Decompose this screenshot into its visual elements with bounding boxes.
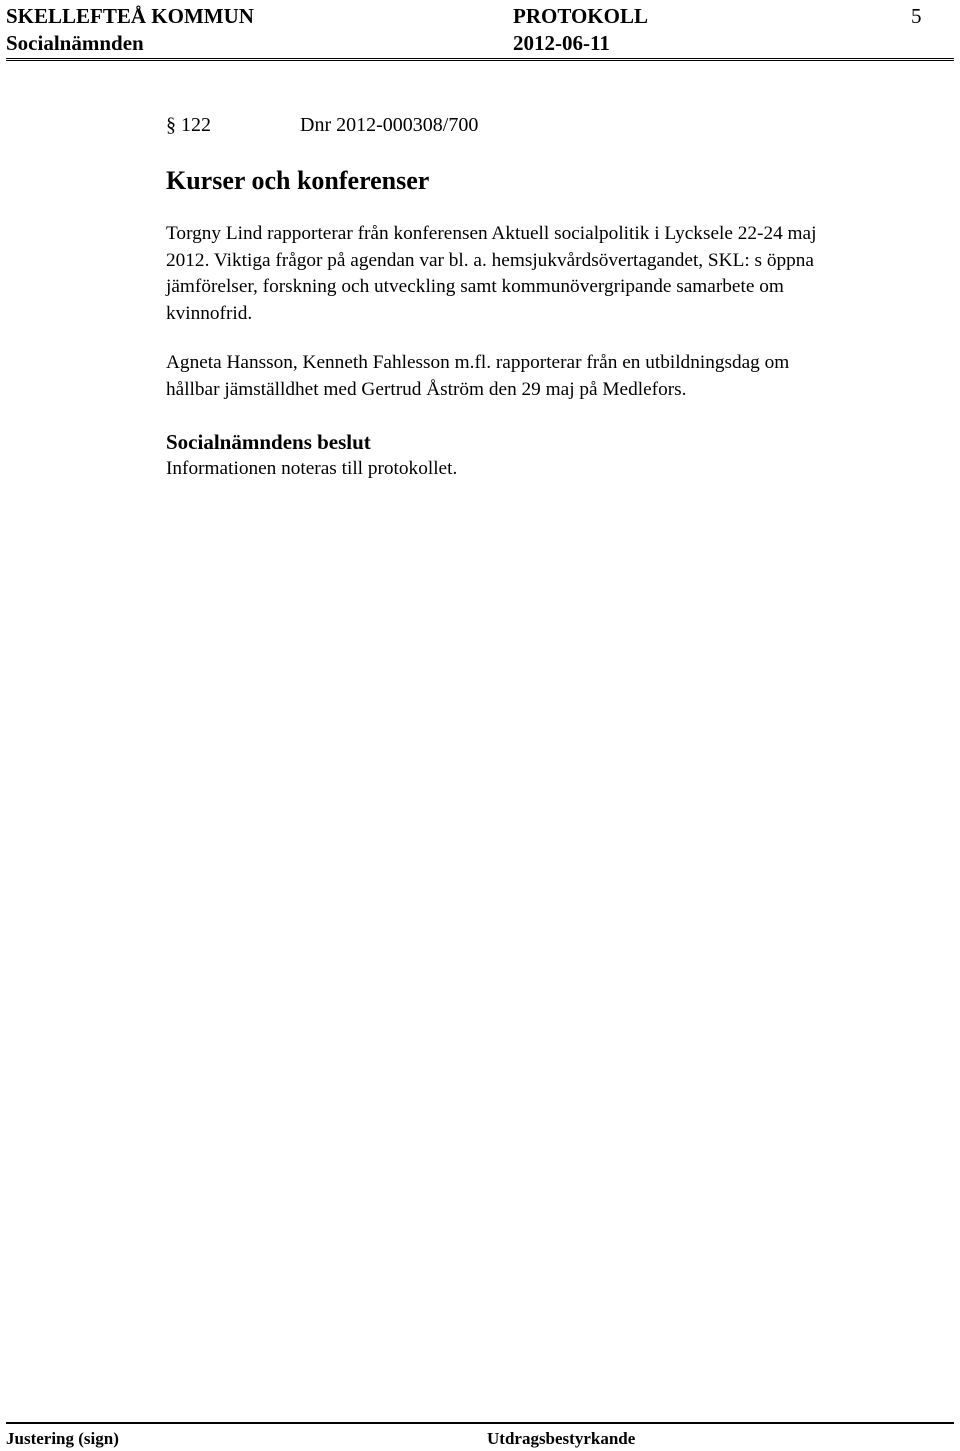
signature-label: Justering (sign) xyxy=(6,1429,119,1448)
header-divider xyxy=(6,58,954,61)
decision-heading: Socialnämndens beslut xyxy=(166,430,371,454)
paragraph-line: kvinnofrid. xyxy=(166,302,253,324)
page-footer xyxy=(0,1418,960,1451)
footer-divider xyxy=(6,1422,954,1424)
body-paragraph-conference-report xyxy=(166,221,926,327)
decision-text: Informationen noteras till protokollet. xyxy=(166,458,458,479)
committee-name: Socialnämnden xyxy=(6,31,144,55)
section-title: Kurser och konferenser xyxy=(166,166,430,195)
organization-name: SKELLEFTEÅ KOMMUN xyxy=(6,4,254,28)
case-number: Dnr 2012-000308/700 xyxy=(300,114,479,136)
section-reference xyxy=(166,111,479,139)
paragraph-line: Agneta Hansson, Kenneth Fahlesson m.fl. rapporterar från en utbildningsdag om xyxy=(166,352,790,373)
excerpt-certification-label: Utdragsbestyrkande xyxy=(487,1429,636,1448)
meeting-date: 2012-06-11 xyxy=(513,31,610,55)
paragraph-line: hållbar jämställdhet med Gertrud Åström den 29 maj på Medlefors. xyxy=(166,378,687,400)
paragraph-number: § 122 xyxy=(166,114,211,136)
paragraph-line: jämförelser, forskning och utveckling samt kommunövergripande samarbete om xyxy=(166,276,784,297)
page-number: 5 xyxy=(911,4,922,28)
document-type: PROTOKOLL xyxy=(513,4,648,28)
paragraph-line: Torgny Lind rapporterar från konferensen Aktuell socialpolitik i Lycksele 22-24 maj xyxy=(166,223,817,244)
body-paragraph-training-report xyxy=(166,350,926,403)
page-header xyxy=(0,0,960,62)
paragraph-line: 2012. Viktiga frågor på agendan var bl. a. hemsjukvårdsövertagandet, SKL: s öppna xyxy=(166,249,814,271)
